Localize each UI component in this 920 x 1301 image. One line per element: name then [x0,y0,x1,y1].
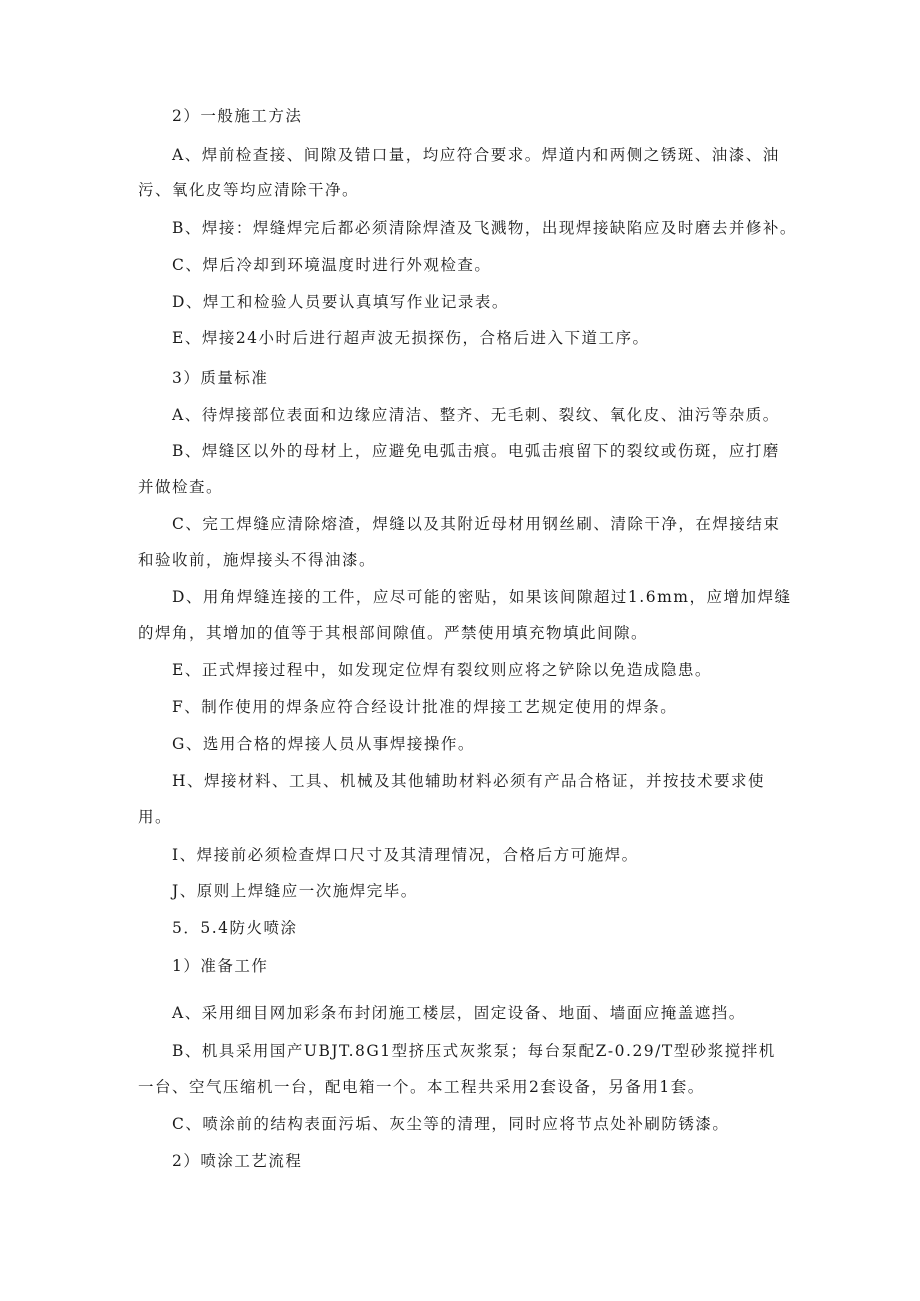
section-heading-quality-standard: 3）质量标准 [172,369,269,387]
paragraph-line: C、焊后冷却到环境温度时进行外观检查。 [172,256,492,274]
section-heading-general-method: 2）一般施工方法 [172,107,303,125]
paragraph-line: C、完工焊缝应清除熔渣，焊缝以及其附近母材用钢丝刷、清除干净，在焊接结束 [172,515,781,533]
paragraph-line: I、焊接前必须检查焊口尺寸及其清理情况，合格后方可施焊。 [172,846,639,864]
paragraph-line: 和验收前，施焊接头不得油漆。 [138,551,377,569]
section-heading-fireproof-spraying: 5．5.4防火喷涂 [172,919,298,937]
paragraph-line: B、焊缝区以外的母材上，应避免电弧击痕。电弧击痕留下的裂纹或伤斑，应打磨 [172,442,780,460]
paragraph-line: H、焊接材料、工具、机械及其他辅助材料必须有产品合格证，并按技术要求使 [172,772,766,790]
paragraph-line: 一台、空气压缩机一台，配电箱一个。本工程共采用2套设备，另备用1套。 [138,1078,705,1096]
paragraph-line: 污、氧化皮等均应清除干净。 [138,181,360,199]
section-heading-preparation: 1）准备工作 [172,957,269,975]
paragraph-line: E、正式焊接过程中，如发现定位焊有裂纹则应将之铲除以免造成隐患。 [172,661,712,679]
paragraph-line: E、焊接24小时后进行超声波无损探伤，合格后进入下道工序。 [172,329,650,347]
paragraph-line: A、待焊接部位表面和边缘应清洁、整齐、无毛刺、裂纹、氧化皮、油污等杂质。 [172,406,780,424]
paragraph-line: 用。 [138,808,173,826]
section-heading-spray-process: 2）喷涂工艺流程 [172,1152,303,1170]
paragraph-line: 的焊角，其增加的值等于其根部间隙值。严禁使用填充物填此间隙。 [138,624,649,642]
paragraph-line: A、焊前检查接、间隙及错口量，均应符合要求。焊道内和两侧之锈斑、油漆、油 [172,146,780,164]
paragraph-line: G、选用合格的焊接人员从事焊接操作。 [172,735,475,753]
paragraph-line: J、原则上焊缝应一次施焊完毕。 [172,882,418,900]
paragraph-line: B、焊接：焊缝焊完后都必须清除焊渣及飞溅物，出现焊接缺陷应及时磨去并修补。 [172,219,797,237]
paragraph-line: D、用角焊缝连接的工件，应尽可能的密贴，如果该间隙超过1.6mm，应增加焊缝 [172,588,792,606]
paragraph-line: A、采用细目网加彩条布封闭施工楼层，固定设备、地面、墙面应掩盖遮挡。 [172,1004,746,1022]
paragraph-line: D、焊工和检验人员要认真填写作业记录表。 [172,293,509,311]
paragraph-line: B、机具采用国产UBJT.8G1型挤压式灰浆泵；每台泵配Z-0.29/T型砂浆搅拌机 [172,1042,776,1060]
paragraph-line: F、制作使用的焊条应符合经设计批准的焊接工艺规定使用的焊条。 [172,698,678,716]
paragraph-line: 并做检查。 [138,478,224,496]
paragraph-line: C、喷涂前的结构表面污垢、灰尘等的清理，同时应将节点处补刷防锈漆。 [172,1115,730,1133]
